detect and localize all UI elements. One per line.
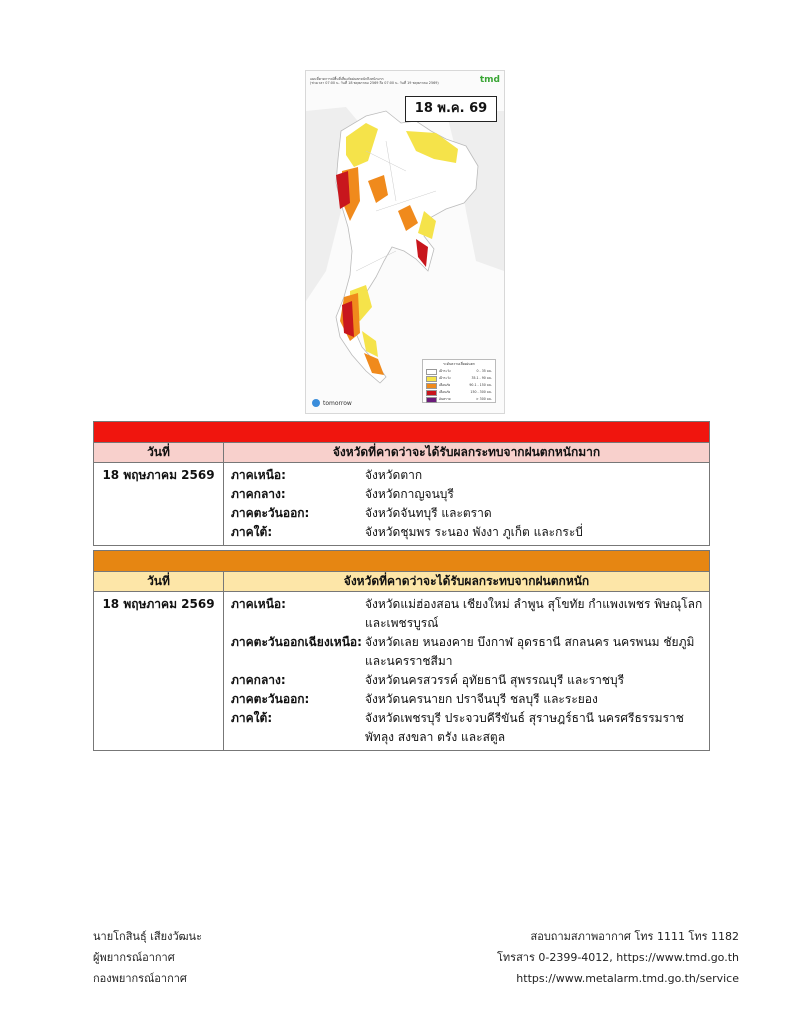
legend-range: 90.1 - 150 มม. (469, 383, 492, 387)
region-provinces: จังหวัดจันทบุรี และตราด (365, 506, 492, 520)
contact-service-url[interactable]: https://www.metalarm.tmd.go.th/service (516, 972, 739, 985)
regions-cell (224, 463, 710, 546)
forecaster-signature-block (93, 926, 202, 989)
region-name: ภาคกลาง: (231, 487, 286, 501)
forecaster-division: กองพยากรณ์อากาศ (93, 972, 187, 985)
brand-label: tomorrow (323, 399, 352, 407)
region-row (231, 523, 709, 542)
legend-range: 0 - 35 มม. (476, 369, 492, 373)
forecaster-name: นายโกสินธุ์ เสียงวัฒนะ (93, 930, 202, 943)
region-provinces: จังหวัดกาญจนบุรี (365, 487, 454, 501)
region-provinces: จังหวัดนครสวรรค์ อุทัยธานี สุพรรณบุรี และราชบุรี (365, 673, 625, 687)
region-provinces: จังหวัดเลย หนองคาย บึงกาฬ อุดรธานี สกลนคร นครพนม ชัยภูมิ และนครราชสีมา (365, 635, 695, 668)
region-provinces: จังหวัดชุมพร ระนอง พังงา ภูเก็ต และกระบี่ (365, 525, 583, 539)
regions-cell (224, 592, 710, 751)
legend-row (426, 389, 492, 396)
region-row (231, 485, 709, 504)
map-date-label: 18 พ.ค. 69 (405, 96, 497, 122)
region-row (231, 633, 709, 671)
date-header: วันที่ (94, 572, 224, 592)
region-row (231, 709, 709, 747)
heavy-rain-table (93, 550, 710, 751)
legend-swatch (426, 383, 437, 389)
contact-phone: สอบถามสภาพอากาศ โทร 1111 โทร 1182 (530, 930, 739, 943)
legend-level: เฝ้าระวัง (439, 369, 451, 373)
date-header: วันที่ (94, 443, 224, 463)
heavy-rain-color-bar (94, 551, 710, 572)
legend-range: 35.1 - 90 มม. (471, 376, 492, 380)
legend-row (426, 382, 492, 389)
legend-title: ระดับความเสี่ยงฝนตก (443, 362, 475, 366)
map-legend (422, 359, 496, 403)
map-title: แผนที่คาดการณ์พื้นที่เสี่ยงภัยฝนตกหนักถึงหนักมาก (ช่วงเวลา 07:00 น. วันที่ 18 พฤษภาคม 2569 ถึง 07:00 น. วันที่ 19 พฤษภาคม 2569) (310, 77, 439, 86)
date-cell: 18 พฤษภาคม 2569 (94, 463, 224, 546)
region-row (231, 671, 709, 690)
region-row (231, 595, 709, 633)
region-name: ภาคตะวันออก: (231, 506, 310, 520)
contact-block (497, 926, 739, 989)
region-provinces: จังหวัดแม่ฮ่องสอน เชียงใหม่ ลำพูน สุโขทัย กำแพงเพชร พิษณุโลก และเพชรบูรณ์ (365, 597, 703, 630)
region-provinces: จังหวัดนครนายก ปราจีนบุรี ชลบุรี และระยอง (365, 692, 598, 706)
very-heavy-rain-color-bar (94, 422, 710, 443)
region-name: ภาคตะวันออกเฉียงเหนือ: (231, 635, 362, 649)
tomorrow-logo-icon (312, 399, 320, 407)
region-row (231, 466, 709, 485)
tmd-logo: tmd (479, 75, 500, 85)
legend-row (426, 396, 492, 403)
provinces-header: จังหวัดที่คาดว่าจะได้รับผลกระทบจากฝนตกหนักมาก (224, 443, 710, 463)
region-name: ภาคเหนือ: (231, 468, 286, 482)
legend-swatch (426, 369, 437, 375)
region-name: ภาคตะวันออก: (231, 692, 310, 706)
legend-row (426, 368, 492, 375)
legend-swatch (426, 397, 437, 403)
very-heavy-rain-table (93, 421, 710, 546)
legend-level: อันตราย (439, 397, 451, 401)
tomorrow-brand (312, 399, 352, 407)
region-provinces: จังหวัดตาก (365, 468, 423, 482)
legend-level: เตือนภัย (439, 390, 451, 394)
map-subtitle: (ช่วงเวลา 07:00 น. วันที่ 18 พฤษภาคม 2569 ถึง 07:00 น. วันที่ 19 พฤษภาคม 2569) (310, 81, 439, 86)
contact-fax-website: โทรสาร 0-2399-4012, https://www.tmd.go.th (497, 951, 739, 964)
legend-range: 150 - 300 มม. (470, 390, 492, 394)
region-name: ภาคเหนือ: (231, 597, 286, 611)
region-name: ภาคใต้: (231, 525, 273, 539)
legend-level: เตือนภัย (439, 383, 451, 387)
legend-level: เฝ้าระวัง (439, 376, 451, 380)
date-cell: 18 พฤษภาคม 2569 (94, 592, 224, 751)
provinces-header: จังหวัดที่คาดว่าจะได้รับผลกระทบจากฝนตกหนัก (224, 572, 710, 592)
region-row (231, 690, 709, 709)
legend-row (426, 375, 492, 382)
region-name: ภาคใต้: (231, 711, 273, 725)
legend-range: > 300 มม. (476, 397, 492, 401)
region-provinces: จังหวัดเพชรบุรี ประจวบคีรีขันธ์ สุราษฎร์ธานี นครศรีธรรมราช พัทลุง สงขลา ตรัง และสตูล (365, 711, 684, 744)
legend-swatch (426, 376, 437, 382)
region-row (231, 504, 709, 523)
table-row (94, 463, 710, 546)
region-name: ภาคกลาง: (231, 673, 286, 687)
forecaster-title: ผู้พยากรณ์อากาศ (93, 951, 175, 964)
table-row (94, 592, 710, 751)
legend-swatch (426, 390, 437, 396)
